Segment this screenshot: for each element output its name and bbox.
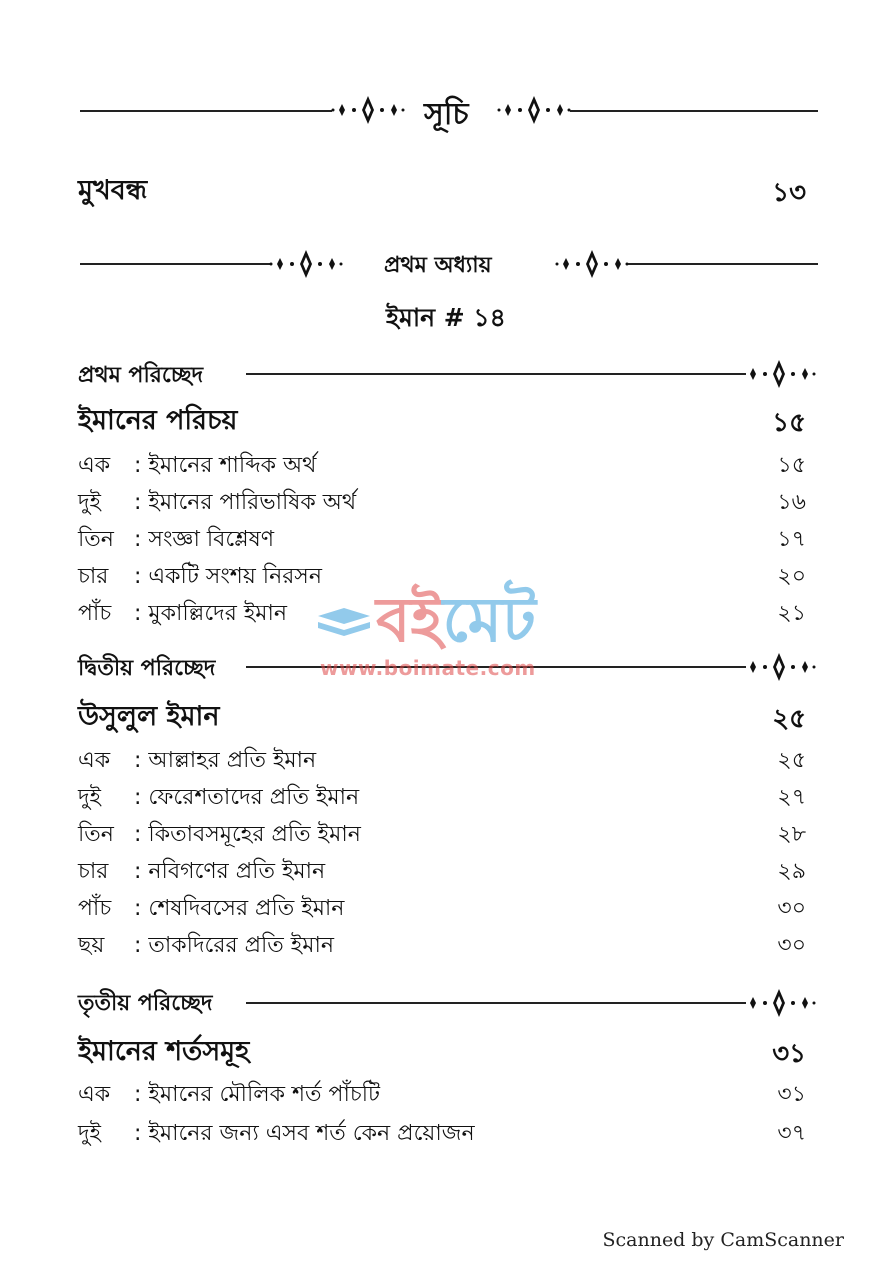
- scanner-footer: Scanned by CamScanner: [602, 1229, 844, 1251]
- page-title: সূচি: [424, 97, 469, 132]
- entry-number: তিন: [78, 527, 114, 552]
- boimate-watermark: [318, 582, 588, 682]
- section-heading-page: ১৫: [772, 408, 806, 438]
- entry-number: পাঁচ: [78, 896, 112, 921]
- toc-entry[interactable]: [78, 743, 806, 773]
- chapter-rule-left: [80, 263, 270, 265]
- entry-page: ২৭: [777, 785, 806, 810]
- entry-page: ২৮: [777, 822, 806, 847]
- ornament-icon: [740, 987, 818, 1019]
- section-label: তৃতীয় পরিচ্ছেদ: [78, 991, 213, 1016]
- section-label: দ্বিতীয় পরিচ্ছেদ: [78, 656, 216, 681]
- toc-entry[interactable]: [78, 780, 806, 810]
- section-heading: ইমানের শর্তসমূহ: [78, 1036, 250, 1067]
- entry-page: ২৯: [777, 859, 806, 884]
- entry-title: : ফেরেশতাদের প্রতি ইমান: [134, 785, 360, 810]
- ornament-icon: [268, 248, 344, 280]
- entry-number: দুই: [78, 785, 102, 810]
- watermark-url: www.boimate.com: [320, 656, 536, 680]
- chapter-rule-right: [628, 263, 818, 265]
- title-rule-right: [570, 110, 818, 112]
- entry-page: ২৫: [777, 748, 806, 773]
- entry-title: : শেষদিবসের প্রতি ইমান: [134, 896, 345, 921]
- entry-title: : ইমানের পারিভাষিক অর্থ: [134, 490, 357, 515]
- section-heading-page: ২৫: [772, 704, 806, 734]
- watermark-logo: [318, 582, 536, 658]
- entry-title: : নবিগণের প্রতি ইমান: [134, 859, 326, 884]
- entry-page: ৩০: [777, 896, 806, 921]
- entry-page: ২০: [777, 564, 806, 589]
- entry-page: ৩১: [777, 1082, 806, 1107]
- watermark-logo-part-a: বই: [376, 583, 443, 656]
- entry-page: ৩০: [777, 933, 806, 958]
- entry-number: চার: [78, 859, 109, 884]
- toc-entry[interactable]: [78, 522, 806, 552]
- entry-page: ১৭: [777, 527, 806, 552]
- title-rule-left: [80, 110, 332, 112]
- chapter-label: প্রথম অধ্যায়: [384, 253, 492, 278]
- entry-number: এক: [78, 1082, 111, 1107]
- chapter-subtitle: ইমান # ১৪: [386, 303, 506, 332]
- watermark-logo-part-b: মেট: [442, 583, 536, 656]
- entry-page: ১৬: [777, 490, 806, 515]
- entry-title: : ইমানের জন্য এসব শর্ত কেন প্রয়োজন: [134, 1121, 475, 1146]
- toc-entry[interactable]: [78, 854, 806, 884]
- toc-entry[interactable]: [78, 891, 806, 921]
- section-heading: ইমানের পরিচয়: [78, 405, 238, 436]
- toc-entry[interactable]: [78, 928, 806, 958]
- entry-title: : আল্লাহর প্রতি ইমান: [134, 748, 317, 773]
- ornament-icon: [740, 651, 818, 683]
- section-rule: [246, 373, 746, 375]
- entry-title: : একটি সংশয় নিরসন: [134, 564, 322, 589]
- preface-label: মুখবন্ধ: [78, 175, 148, 206]
- section-heading-page: ৩১: [772, 1039, 806, 1069]
- section-rule: [246, 1002, 746, 1004]
- entry-page: ২১: [777, 601, 806, 626]
- entry-number: দুই: [78, 1121, 102, 1146]
- toc-entry[interactable]: [78, 485, 806, 515]
- section-heading: উসুলুল ইমান: [78, 701, 220, 732]
- entry-number: এক: [78, 453, 111, 478]
- ornament-icon: [554, 248, 630, 280]
- entry-number: পাঁচ: [78, 601, 112, 626]
- ornament-icon: [330, 94, 406, 126]
- toc-entry[interactable]: [78, 1116, 806, 1146]
- ornament-icon: [496, 94, 572, 126]
- entry-number: ছয়: [78, 933, 105, 958]
- entry-title: : ইমানের শাব্দিক অর্থ: [134, 453, 317, 478]
- entry-number: এক: [78, 748, 111, 773]
- entry-title: : ইমানের মৌলিক শর্ত পাঁচটি: [134, 1082, 381, 1107]
- entry-title: : তাকদিরের প্রতি ইমান: [134, 933, 334, 958]
- toc-entry[interactable]: [78, 817, 806, 847]
- entry-number: দুই: [78, 490, 102, 515]
- toc-entry[interactable]: [78, 448, 806, 478]
- preface-page: ১৩: [772, 178, 806, 208]
- entry-page: ৩৭: [777, 1121, 806, 1146]
- section-label: প্রথম পরিচ্ছেদ: [78, 363, 204, 388]
- entry-title: : মুকাল্লিদের ইমান: [134, 601, 287, 626]
- entry-number: চার: [78, 564, 109, 589]
- entry-title: : সংজ্ঞা বিশ্লেষণ: [134, 527, 275, 552]
- toc-entry[interactable]: [78, 1077, 806, 1107]
- entry-page: ১৫: [777, 453, 806, 478]
- entry-title: : কিতাবসমূহের প্রতি ইমান: [134, 822, 361, 847]
- entry-number: তিন: [78, 822, 114, 847]
- ornament-icon: [740, 358, 818, 390]
